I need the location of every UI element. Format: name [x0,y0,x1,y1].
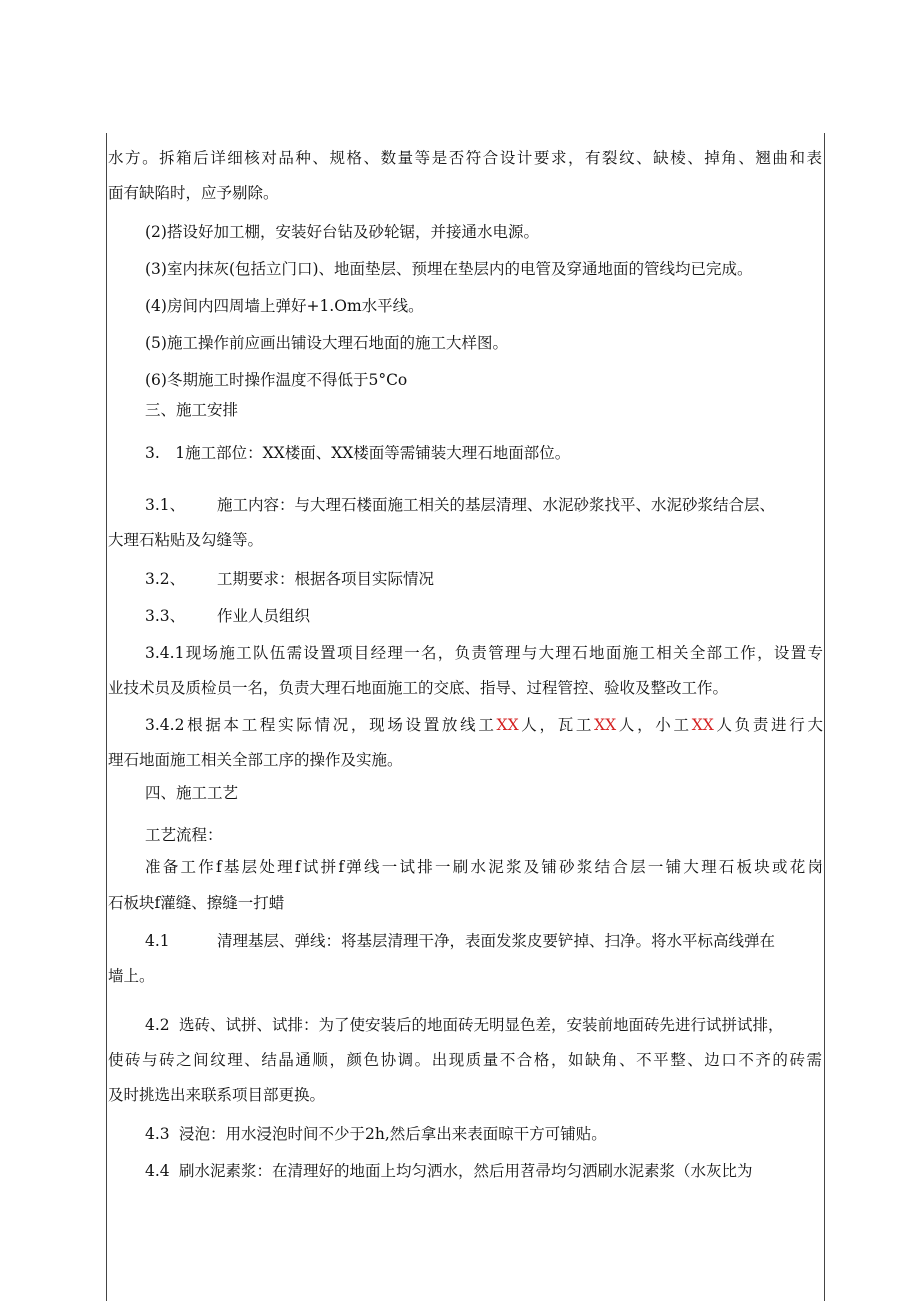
text-line: 3.4.1现场施工队伍需设置项目经理一名，负责管理与大理石地面施工相关全部工作，设置专 [145,644,823,662]
item-number: 4.1 [145,932,170,950]
item-number: 3.3、 [145,607,186,625]
text-line [145,1014,823,1036]
item-text: 作业人员组织 [217,607,311,625]
item-number: 3.2、 [145,570,186,588]
item-text: 浸泡：用水浸泡时间不少于2h,然后拿出来表面晾干方可铺贴。 [179,1125,607,1143]
text-segment: 3.4.2根据本工程实际情况，现场设置放线工 [145,716,497,734]
item-number: 4.2 [145,1016,170,1034]
text-line [145,930,823,952]
text-line: 工艺流程： [145,826,223,844]
text-line [145,494,823,516]
section-heading: 三、施工安排 [145,401,239,419]
placeholder-count: XX [594,716,617,734]
text-line: 3. 1施工部位：XX楼面、XX楼面等需铺装大理石地面部位。 [145,444,571,462]
text-segment: 人，小工 [616,716,692,734]
text-line: (3)室内抹灰(包括立门口)、地面垫层、预埋在垫层内的电管及穿通地面的管线均已完成。 [145,260,753,278]
text-line: 及时挑选出来联系项目部更换。 [108,1086,326,1104]
text-line: (6)冬期施工时操作温度不得低于5°Co [145,371,408,389]
text-segment: 人负责进行大 [713,716,823,734]
item-text: 刷水泥素浆：在清理好的地面上均匀洒水，然后用苕帚均匀洒刷水泥素浆（水灰比为 [179,1162,753,1180]
text-line: (2)搭设好加工棚，安装好台钻及砂轮锯，并接通水电源。 [145,223,539,241]
placeholder-count: XX [691,716,714,734]
text-line: 业技术员及质检员一名，负责大理石地面施工的交底、指导、过程管控、验收及整改工作。 [108,679,729,697]
text-segment: 人，瓦工 [518,716,595,734]
item-text: 选砖、试拼、试排：为了使安装后的地面砖无明显色差，安装前地面砖先进行试拼试排， [179,1016,784,1034]
text-line [145,605,823,627]
text-line: 使砖与砖之间纹理、结晶通顺，颜色协调。出现质量不合格，如缺角、不平整、边口不齐的砖需 [108,1051,822,1069]
text-line [145,714,823,736]
text-line: 石板块f灌缝、擦缝一打蜡 [108,894,285,912]
item-text: 工期要求：根据各项目实际情况 [217,570,435,588]
text-line: 墙上。 [108,967,155,985]
text-line [145,1123,823,1145]
text-line [145,1160,823,1182]
text-line: (5)施工操作前应画出铺设大理石地面的施工大样图。 [145,334,508,352]
text-line [145,568,823,590]
text-line: 理石地面施工相关全部工序的操作及实施。 [108,751,403,769]
section-heading: 四、施工工艺 [145,784,239,802]
item-text: 清理基层、弹线：将基层清理干净，表面发浆皮要铲掉、扫净。将水平标高线弹在 [217,932,776,950]
text-line: 水方。拆箱后详细核对品种、规格、数量等是否符合设计要求，有裂纹、缺棱、掉角、翘曲和表 [108,149,822,167]
item-number: 4.4 [145,1162,170,1180]
item-text: 施工内容：与大理石楼面施工相关的基层清理、水泥砂浆找平、水泥砂浆结合层、 [217,496,776,514]
text-line: 准备工作f基层处理f试拼f弹线一试排一刷水泥浆及铺砂浆结合层一铺大理石板块或花岗 [145,858,823,876]
text-line: 大理石粘贴及勾缝等。 [108,531,264,549]
text-line: 面有缺陷时，应予剔除。 [108,184,279,202]
placeholder-count: XX [496,716,519,734]
item-number: 3.1、 [145,496,186,514]
item-number: 4.3 [145,1125,170,1143]
text-line: (4)房间内四周墙上弹好+1.Om水平线。 [145,297,424,315]
